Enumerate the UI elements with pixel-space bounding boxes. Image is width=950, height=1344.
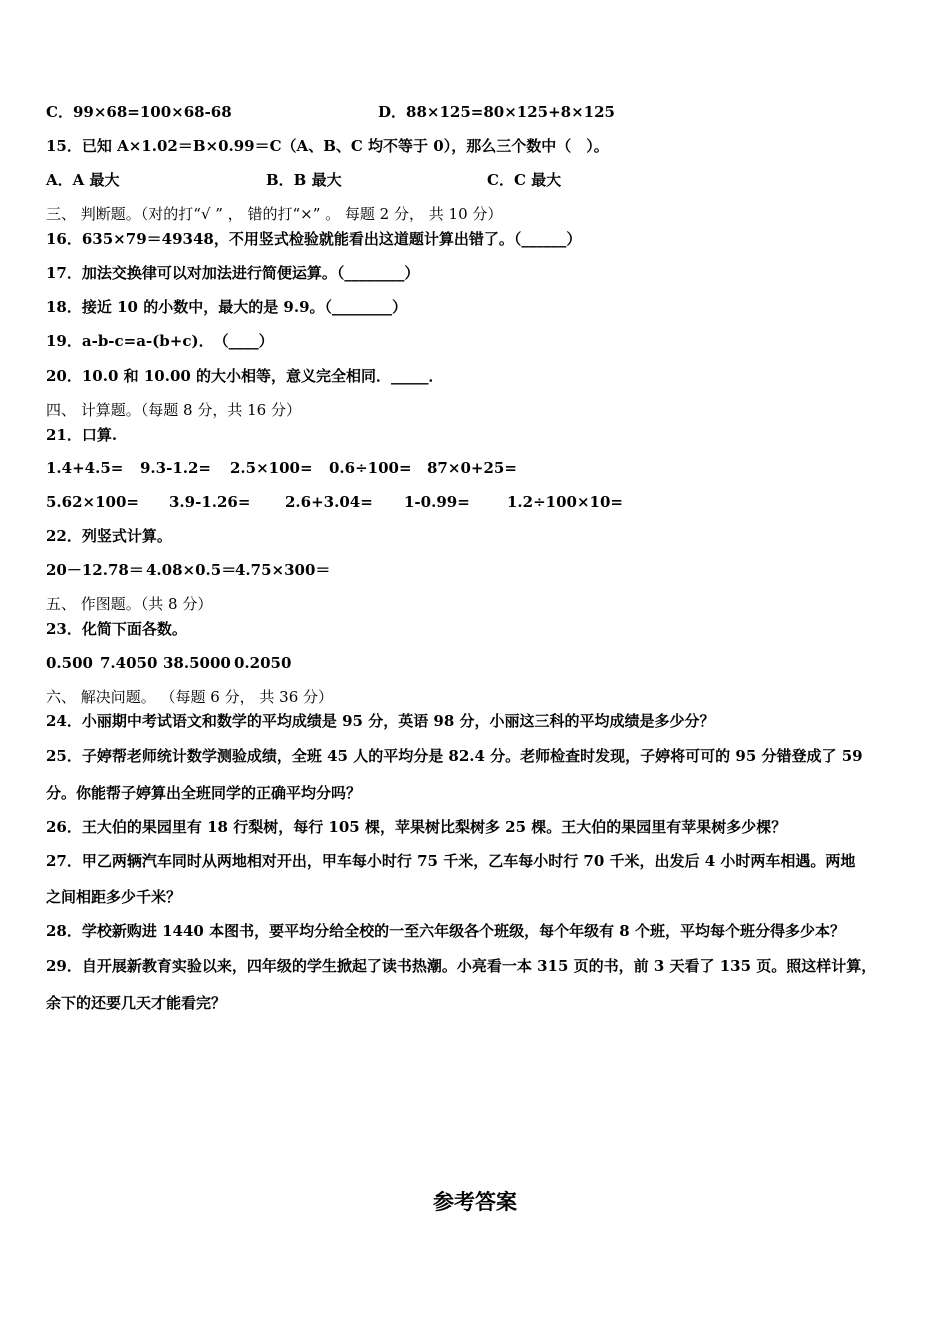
q21-item: 2.6+3.04= — [285, 493, 373, 511]
q21-stem: 21．口算. — [46, 426, 118, 444]
q19: 19．a-b-c=a-(b+c)． （____） — [46, 332, 274, 350]
q21-item: 1.4+4.5= — [46, 459, 124, 477]
q15-option-c: C．C 最大 — [487, 171, 562, 189]
q22-stem: 22．列竖式计算。 — [46, 527, 172, 545]
q25-line-1: 25．子婷帮老师统计数学测验成绩，全班 45 人的平均分是 82.4 分。老师检查时发现，子婷将可可的 95 分错登成了 59 — [46, 747, 863, 765]
q28: 28．学校新购进 1440 本图书，要平均分给全校的一至六年级各个班级，每个年级有 8 个班，平均每个班分得多少本？ — [46, 922, 845, 940]
q21-item: 87×0+25= — [427, 459, 517, 477]
q21-item: 9.3-1.2= — [140, 459, 211, 477]
section-drawing-heading: 五、 作图题。（共 8 分） — [46, 595, 213, 613]
q14-option-c: C．99×68=100×68-68 — [46, 103, 232, 121]
q24: 24．小丽期中考试语文和数学的平均成绩是 95 分，英语 98 分，小丽这三科的平均成绩是多少分？ — [46, 712, 715, 730]
section-judgement-heading: 三、 判断题。（对的打“√ ” ， 错的打“×” 。 每题 2 分， 共 10 分） — [46, 205, 503, 223]
q21-item: 0.6÷100= — [329, 459, 412, 477]
q26: 26．王大伯的果园里有 18 行梨树，每行 105 棵，苹果树比梨树多 25 棵。王大伯的果园里有苹果树多少棵？ — [46, 818, 787, 836]
q22-item: 4.08×0.5＝ — [146, 561, 237, 579]
q27-line-2: 之间相距多少千米？ — [46, 888, 182, 906]
q21-item: 5.62×100= — [46, 493, 139, 511]
section-problem-solving-heading: 六、 解决问题。 （每题 6 分， 共 36 分） — [46, 688, 334, 706]
q14-option-d: D．88×125=80×125+8×125 — [378, 103, 615, 121]
answer-section-title: 参考答案 — [433, 1190, 517, 1214]
q15-options-row — [46, 170, 562, 190]
q15-stem: 15．已知 A×1.02＝B×0.99＝C（A、B、C 均不等于 0），那么三个数中（ ）。 — [46, 137, 609, 155]
q22-item: 20－12.78＝ — [46, 561, 144, 579]
q23-stem: 23．化简下面各数。 — [46, 620, 187, 638]
q23-item: 0.2050 — [234, 654, 292, 672]
q27-line-1: 27．甲乙两辆汽车同时从两地相对开出，甲车每小时行 75 千米，乙车每小时行 70 千米，出发后 4 小时两车相遇。两地 — [46, 852, 856, 870]
q15-option-b: B．B 最大 — [266, 171, 342, 189]
q21-item: 1.2÷100×10= — [507, 493, 623, 511]
q23-item: 7.4050 — [100, 654, 158, 672]
q21-item: 2.5×100= — [230, 459, 313, 477]
q21-item: 3.9-1.26= — [169, 493, 251, 511]
q29-line-2: 余下的还要几天才能看完？ — [46, 994, 227, 1012]
section-calculation-heading: 四、 计算题。（每题 8 分，共 16 分） — [46, 401, 301, 419]
q22-item: 4.75×300＝ — [235, 561, 331, 579]
q14-options-row — [46, 102, 615, 122]
q23-item: 38.5000 — [163, 654, 231, 672]
q16: 16．635×79＝49348，不用竖式检验就能看出这道题计算出错了。（______） — [46, 230, 582, 248]
q20: 20．10.0 和 10.00 的大小相等，意义完全相同．_____． — [46, 367, 444, 385]
q15-option-a: A．A 最大 — [46, 171, 120, 189]
q21-item: 1-0.99= — [404, 493, 470, 511]
q18: 18．接近 10 的小数中，最大的是 9.9。（________） — [46, 298, 408, 316]
q23-item: 0.500 — [46, 654, 93, 672]
q29-line-1: 29．自开展新教育实验以来，四年级的学生掀起了读书热潮。小亮看一本 315 页的书，前 3 天看了 135 页。照这样计算， — [46, 957, 877, 975]
q17: 17．加法交换律可以对加法进行简便运算。（________） — [46, 264, 420, 282]
q25-line-2: 分。你能帮子婷算出全班同学的正确平均分吗？ — [46, 784, 362, 802]
